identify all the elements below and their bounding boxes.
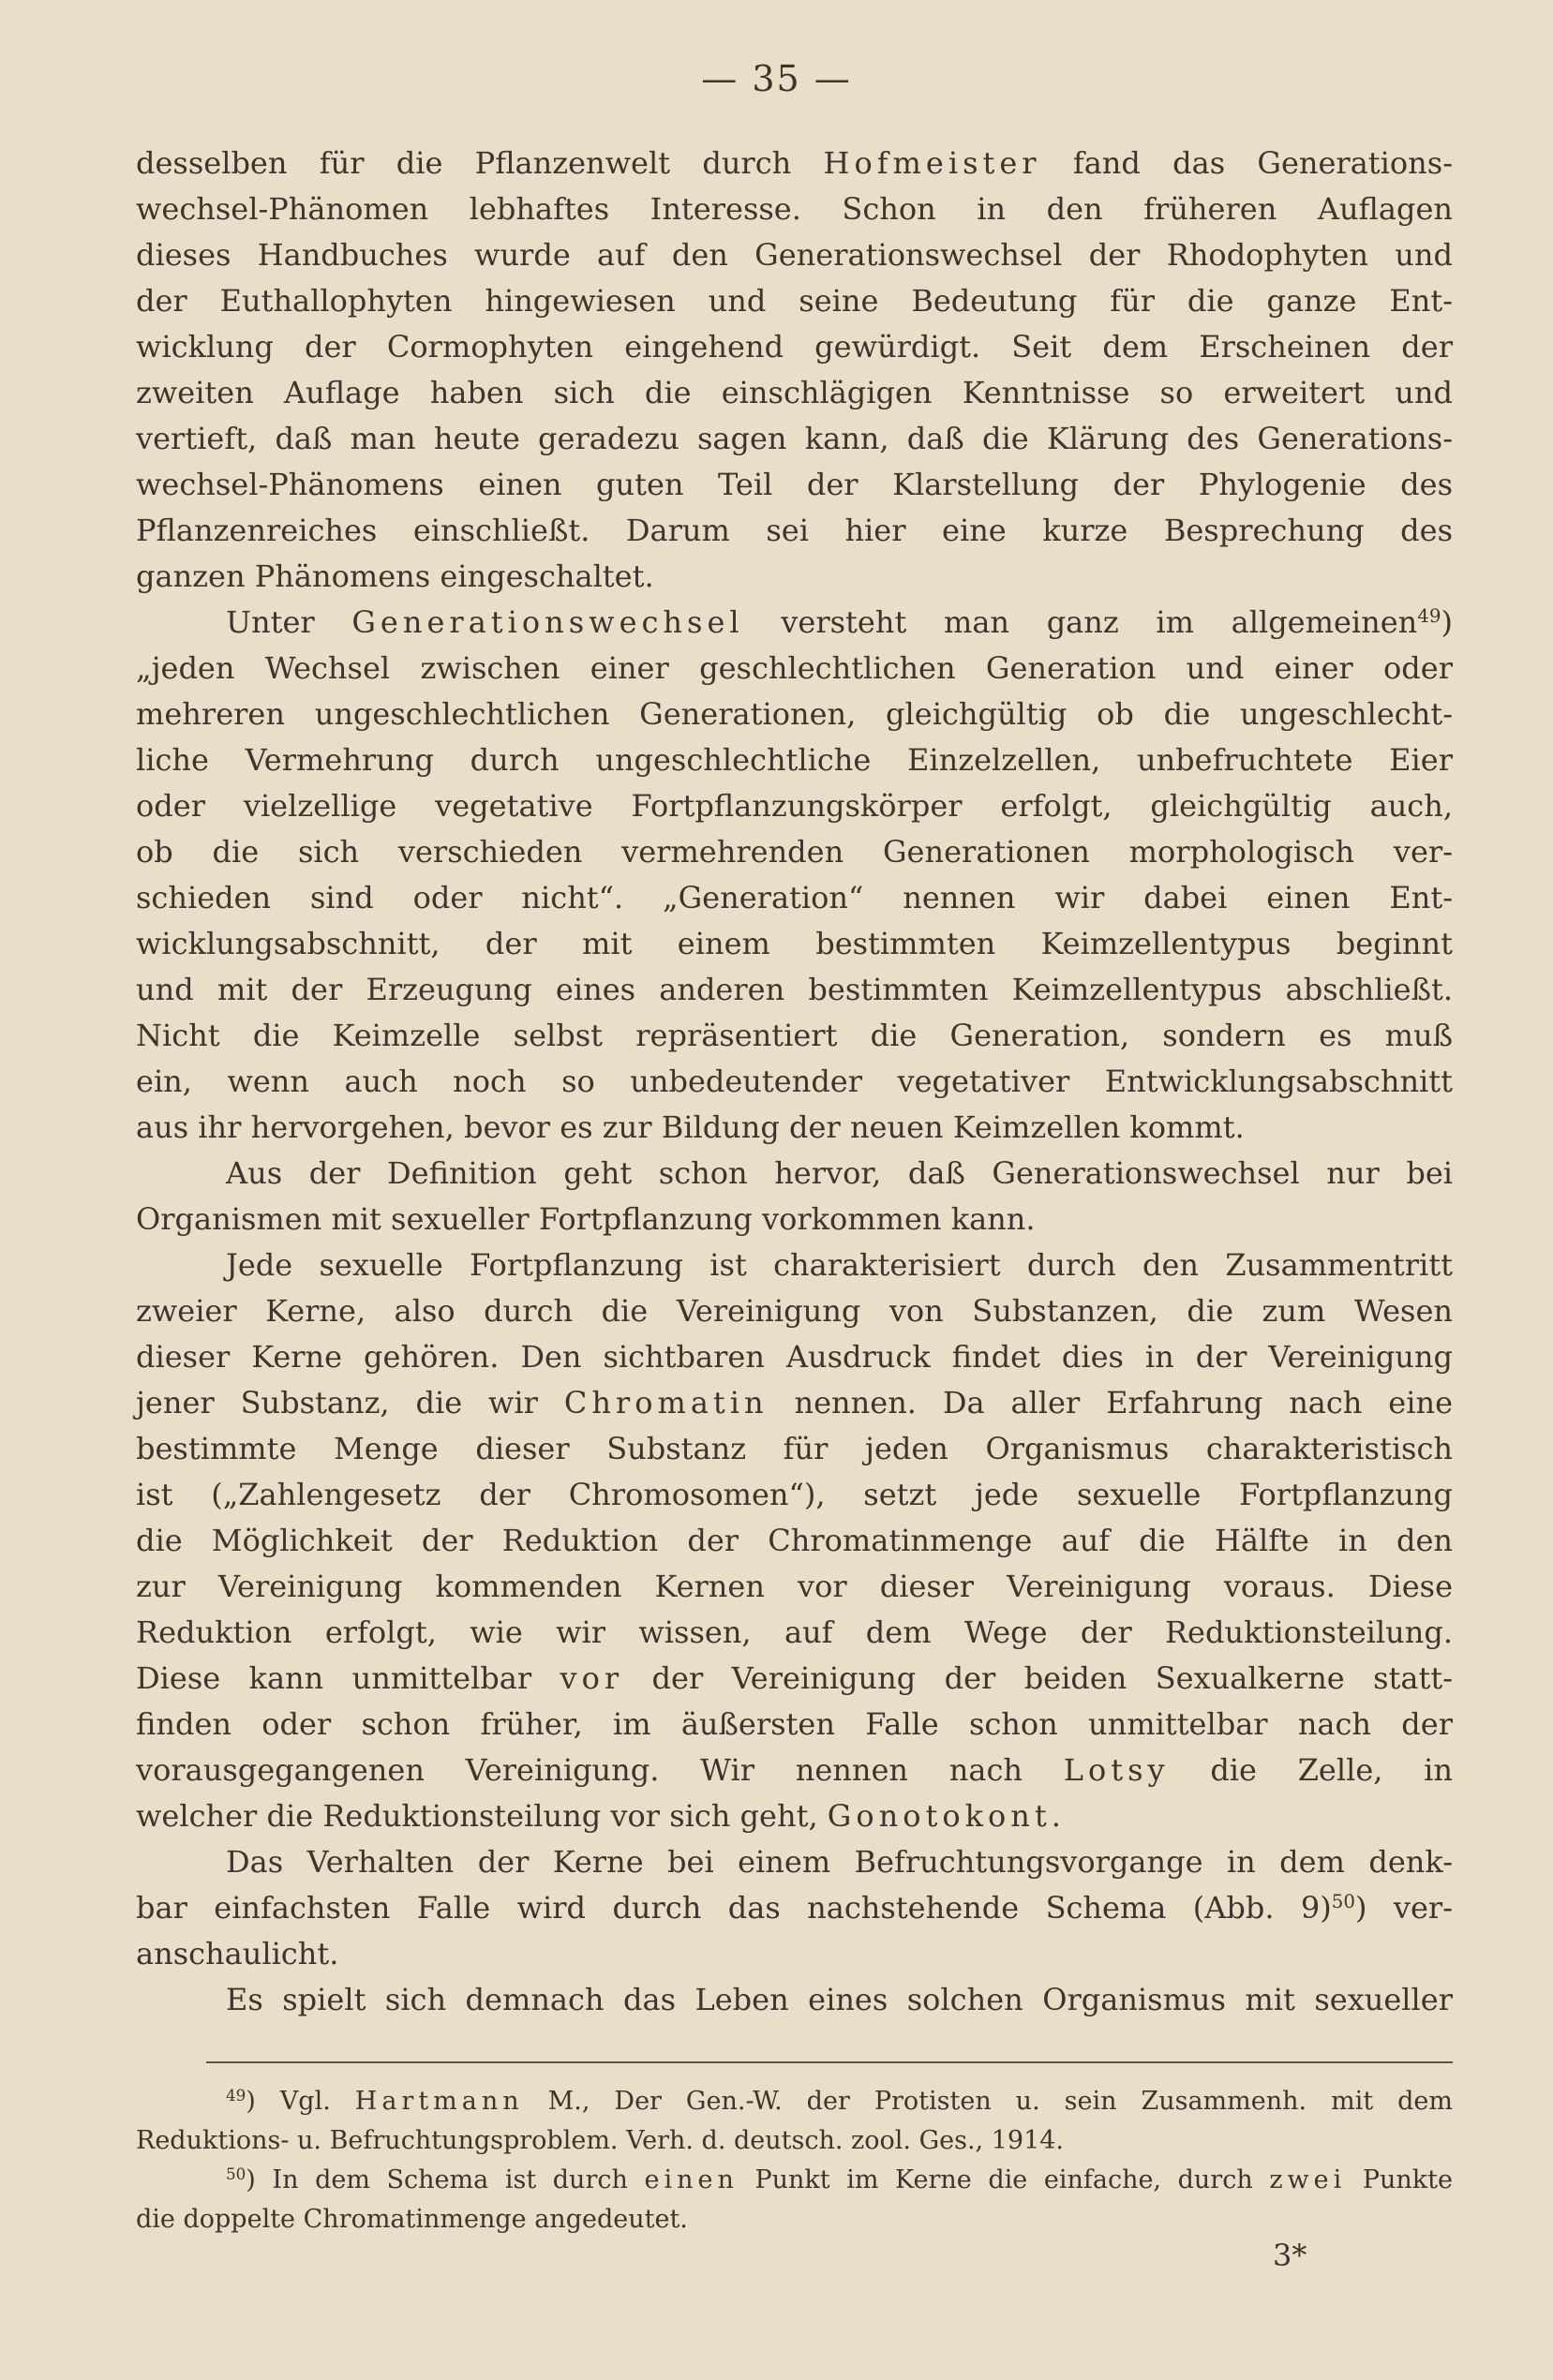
text-line: ganzen Phänomens eingeschaltet. <box>136 558 654 594</box>
footnote-50: $^{50}$) In dem Schema ist durch einen Punkt im Kerne die einfache, durch zwei Punkte <box>226 2164 1454 2194</box>
term-gonotokont: Gonotokont <box>827 1798 1052 1834</box>
text-line: der Euthallophyten hingewiesen und seine Bedeutung für die ganze Ent- <box>136 283 1453 319</box>
text-line: Pflanzenreiches einschließt. Darum sei hier eine kurze Besprechung des <box>136 513 1453 548</box>
text-line: Aus der Definition geht schon hervor, daß Generationswechsel nur bei <box>226 1155 1453 1191</box>
text-line: ist („Zahlengesetz der Chromosomen“), setzt jede sexuelle Fortpflanzung <box>136 1477 1453 1512</box>
text-line: Es spielt sich demnach das Leben eines solchen Organismus mit sexueller <box>226 1982 1453 2017</box>
footnotes <box>136 2082 1453 2239</box>
text-line: Organismen mit sexueller Fortpflanzung vorkommen kann. <box>136 1201 1036 1237</box>
text-line: liche Vermehrung durch ungeschlechtliche Einzelzellen, unbefruchtete Eier <box>136 742 1453 778</box>
text-line: bar einfachsten Falle wird durch das nachstehende Schema (Abb. 9)$^{50}$) ver- <box>136 1890 1454 1926</box>
text-line: desselben für die Pflanzenwelt durch Hofmeister fand das Generations- <box>136 145 1454 181</box>
footnote-ref-49: 49 <box>1417 605 1441 628</box>
text-line: Das Verhalten der Kerne bei einem Befruchtungsvorgange in dem denk- <box>226 1844 1453 1880</box>
page-number: — 35 — <box>701 58 852 99</box>
text-line: wechsel-Phänomen lebhaftes Interesse. Schon in den früheren Auflagen <box>136 191 1453 227</box>
text-line: ein, wenn auch noch so unbedeutender vegetativer Entwicklungsabschnitt <box>136 1064 1453 1099</box>
text-line: jener Substanz, die wir Chromatin nennen. Da aller Erfahrung nach eine <box>136 1385 1454 1421</box>
text-line: Unter Generationswechsel versteht man ganz im allgemeinen$^{49}$) <box>226 604 1454 640</box>
footnote-49: $^{49}$) Vgl. Hartmann M., Der Gen.-W. der Protisten u. sein Zusammenh. mit dem <box>226 2085 1454 2116</box>
text-line: wechsel-Phänomens einen guten Teil der Klarstellung der Phylogenie des <box>136 467 1453 502</box>
text-line: Nicht die Keimzelle selbst repräsentiert die Generation, sondern es muß <box>136 1018 1453 1053</box>
text-line: „jeden Wechsel zwischen einer geschlechtlichen Generation und einer oder <box>136 650 1453 686</box>
text-line: Diese kann unmittelbar vor der Vereinigung der beiden Sexualkerne statt- <box>136 1660 1454 1696</box>
author-name-hartmann: Hartmann <box>354 2087 524 2116</box>
footnote-divider <box>206 2061 1453 2063</box>
text-line: mehreren ungeschlechtlichen Generationen, gleichgültig ob die ungeschlecht- <box>136 696 1453 732</box>
text-line: dieses Handbuches wurde auf den Generationswechsel der Rhodophyten und <box>136 237 1453 273</box>
text-line: Jede sexuelle Fortpflanzung ist charakterisiert durch den Zusammentritt <box>226 1247 1453 1283</box>
text-line: vertieft, daß man heute geradezu sagen kann, daß die Klärung des Generations- <box>136 421 1453 456</box>
author-name-hofmeister: Hofmeister <box>823 145 1041 181</box>
author-name-lotsy: Lotsy <box>1063 1752 1170 1788</box>
text-line: zur Vereinigung kommenden Kernen vor dieser Vereinigung voraus. Diese <box>136 1569 1453 1604</box>
text-line: schieden sind oder nicht“. „Generation“ nennen wir dabei einen Ent- <box>136 880 1453 915</box>
term-chromatin: Chromatin <box>563 1385 769 1421</box>
text-line: die Möglichkeit der Reduktion der Chromatinmenge auf die Hälfte in den <box>136 1523 1453 1558</box>
text-line: Reduktion erfolgt, wie wir wissen, auf dem Wege der Reduktionsteilung. <box>136 1614 1453 1650</box>
text-line: wicklungsabschnitt, der mit einem bestimmten Keimzellentypus beginnt <box>136 926 1453 961</box>
text-line: zweier Kerne, also durch die Vereinigung von Substanzen, die zum Wesen <box>136 1293 1453 1329</box>
text-line: und mit der Erzeugung eines anderen bestimmten Keimzellentypus abschließt. <box>136 972 1453 1007</box>
text-line: aus ihr hervorgehen, bevor es zur Bildung der neuen Keimzellen kommt. <box>136 1109 1245 1145</box>
term-generationswechsel: Generationswechsel <box>351 604 744 640</box>
signature-mark: 3* <box>1273 2238 1307 2273</box>
footnote-line: die doppelte Chromatinmenge angedeutet. <box>136 2205 688 2234</box>
text-line: oder vielzellige vegetative Fortpflanzungskörper erfolgt, gleichgültig auch, <box>136 788 1453 824</box>
text-line: finden oder schon früher, im äußersten Falle schon unmittelbar nach der <box>136 1706 1453 1742</box>
term-vor: vor <box>560 1660 624 1696</box>
text-line: wicklung der Cormophyten eingehend gewürdigt. Seit dem Erscheinen der <box>136 329 1453 364</box>
text-line: welcher die Reduktionsteilung vor sich geht, Gonotokont. <box>136 1798 1061 1834</box>
text-line: zweiten Auflage haben sich die einschlägigen Kenntnisse so erweitert und <box>136 375 1453 410</box>
text-line: vorausgegangenen Vereinigung. Wir nennen nach Lotsy die Zelle, in <box>136 1752 1454 1788</box>
footnote-ref-50: 50 <box>1331 1891 1355 1913</box>
text-line: anschaulicht. <box>136 1936 339 1971</box>
text-line: dieser Kerne gehören. Den sichtbaren Ausdruck findet dies in der Vereinigung <box>136 1339 1453 1375</box>
text-line: bestimmte Menge dieser Substanz für jeden Organismus charakteristisch <box>136 1431 1453 1466</box>
footnote-line: Reduktions- u. Befruchtungsproblem. Verh. d. deutsch. zool. Ges., 1914. <box>136 2126 1065 2155</box>
body-text <box>136 141 1453 2023</box>
text-line: ob die sich verschieden vermehrenden Generationen morphologisch ver- <box>136 834 1453 870</box>
